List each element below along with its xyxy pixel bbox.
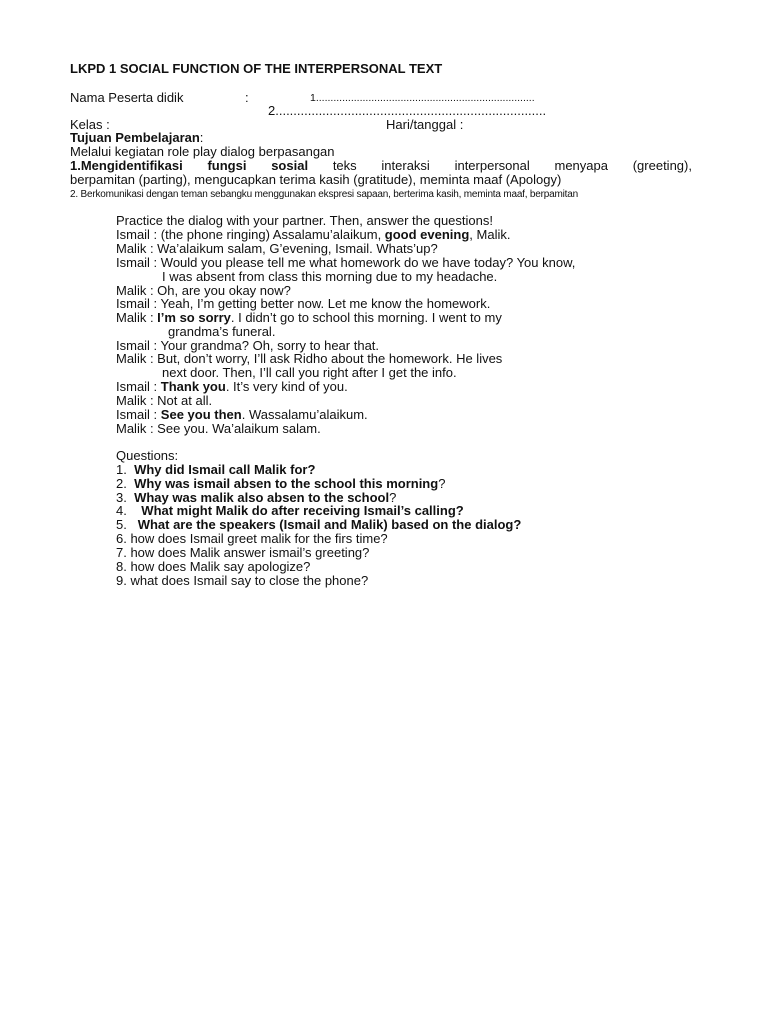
- dialog-bold: good evening: [384, 227, 470, 242]
- dialog-line: Ismail : Would you please tell me what homework do we have today? You know,: [116, 255, 576, 270]
- question-text: What are the speakers (Ismail and Malik) based on the dialog?: [137, 517, 522, 532]
- question-text: Why did Ismail call Malik for?: [134, 462, 316, 477]
- dialog-line: [116, 311, 502, 325]
- hari-tanggal-label: Hari/tanggal :: [386, 117, 464, 132]
- dialog-line: Malik : Oh, are you okay now?: [116, 283, 291, 298]
- tujuan-colon: :: [199, 130, 204, 145]
- question-item: [116, 477, 445, 491]
- dialog-text: . It’s very kind of you.: [225, 379, 348, 394]
- question-text: Why was ismail absen to the school this morning: [134, 476, 439, 491]
- objective-2: 2. Berkomunikasi dengan teman sebangku menggunakan ekspresi sapaan, berterima kasih, meminta maaf, berpamitan: [70, 189, 578, 200]
- objective-word: (greeting),: [632, 158, 692, 173]
- objective-1-line-2: berpamitan (parting), mengucapkan terima kasih (gratitude), meminta maaf (Apology): [70, 172, 562, 187]
- nama-fill-line-2: 2...........................................................................: [268, 103, 547, 118]
- question-text: Whay was malik also absen to the school: [134, 490, 390, 505]
- dialog-text: , Malik.: [469, 227, 511, 242]
- dialog-line: [116, 408, 368, 422]
- melalui-text: Melalui kegiatan role play dialog berpasangan: [70, 144, 335, 159]
- dialog-bold: I’m so sorry: [157, 310, 231, 325]
- question-item: [116, 518, 521, 532]
- dialog-line: Malik : See you. Wa’alaikum salam.: [116, 421, 321, 436]
- dialog-text: Ismail : (the phone ringing) Assalamu’alaikum,: [116, 227, 385, 242]
- questions-heading: Questions:: [116, 448, 179, 463]
- dialog-bold: See you then: [160, 407, 242, 422]
- question-number: 4.: [116, 503, 127, 518]
- question-number: 2.: [116, 476, 127, 491]
- objective-word: 1.Mengidentifikasi: [70, 158, 183, 173]
- dialog-line: Malik : Wa’alaikum salam, G’evening, Ismail. Whats’up?: [116, 241, 438, 256]
- dialog-line-continued: next door. Then, I’ll call you right after I get the info.: [162, 365, 457, 380]
- dialog-text: Ismail :: [116, 379, 161, 394]
- dialog-line: Malik : But, don’t worry, I’ll ask Ridho about the homework. He lives: [116, 351, 503, 366]
- tujuan-label: Tujuan Pembelajaran: [70, 130, 200, 145]
- dialog-text: . I didn’t go to school this morning. I went to my: [230, 310, 502, 325]
- dialog-text: Ismail :: [116, 407, 161, 422]
- dialog-bold: Thank you: [160, 379, 226, 394]
- question-punct: ?: [389, 490, 397, 505]
- nama-label: Nama Peserta didik: [70, 90, 184, 105]
- instruction: Practice the dialog with your partner. Then, answer the questions!: [116, 213, 493, 228]
- dialog-text: . Wassalamu’alaikum.: [241, 407, 368, 422]
- kelas-label: Kelas :: [70, 117, 110, 132]
- worksheet-title: LKPD 1 SOCIAL FUNCTION OF THE INTERPERSONAL TEXT: [70, 61, 443, 76]
- question-number: 3.: [116, 490, 127, 505]
- dialog-line: Ismail : Your grandma? Oh, sorry to hear that.: [116, 338, 380, 353]
- question-item: 9. what does Ismail say to close the phone?: [116, 573, 369, 588]
- question-item: [116, 463, 315, 477]
- objective-word: sosial: [271, 158, 309, 173]
- dialog-line: Ismail : Yeah, I’m getting better now. Let me know the homework.: [116, 296, 491, 311]
- dialog-line: Malik : Not at all.: [116, 393, 213, 408]
- objective-word: interaksi: [381, 158, 430, 173]
- question-number: 5.: [116, 517, 127, 532]
- tujuan-heading: [70, 131, 203, 145]
- question-item: 7. how does Malik answer ismail’s greeting?: [116, 545, 370, 560]
- nama-colon: :: [245, 90, 249, 105]
- objective-word: menyapa: [554, 158, 608, 173]
- question-item: 8. how does Malik say apologize?: [116, 559, 311, 574]
- objective-word: teks: [332, 158, 357, 173]
- objective-word: fungsi: [207, 158, 247, 173]
- question-item: [116, 504, 464, 518]
- dialog-line-continued: I was absent from class this morning due to my headache.: [162, 269, 498, 284]
- question-punct: ?: [438, 476, 446, 491]
- dialog-line: [116, 228, 510, 242]
- dialog-text: Malik :: [116, 310, 158, 325]
- dialog-line-continued: grandma’s funeral.: [168, 324, 276, 339]
- objective-1-line-1: [70, 159, 692, 173]
- nama-fill-line-1: 1...........................................................................: [310, 92, 535, 104]
- question-text: What might Malik do after receiving Ismail’s calling?: [141, 503, 464, 518]
- question-item: 6. how does Ismail greet malik for the firs time?: [116, 531, 388, 546]
- question-number: 1.: [116, 462, 127, 477]
- objective-word: interpersonal: [454, 158, 530, 173]
- dialog-line: [116, 380, 348, 394]
